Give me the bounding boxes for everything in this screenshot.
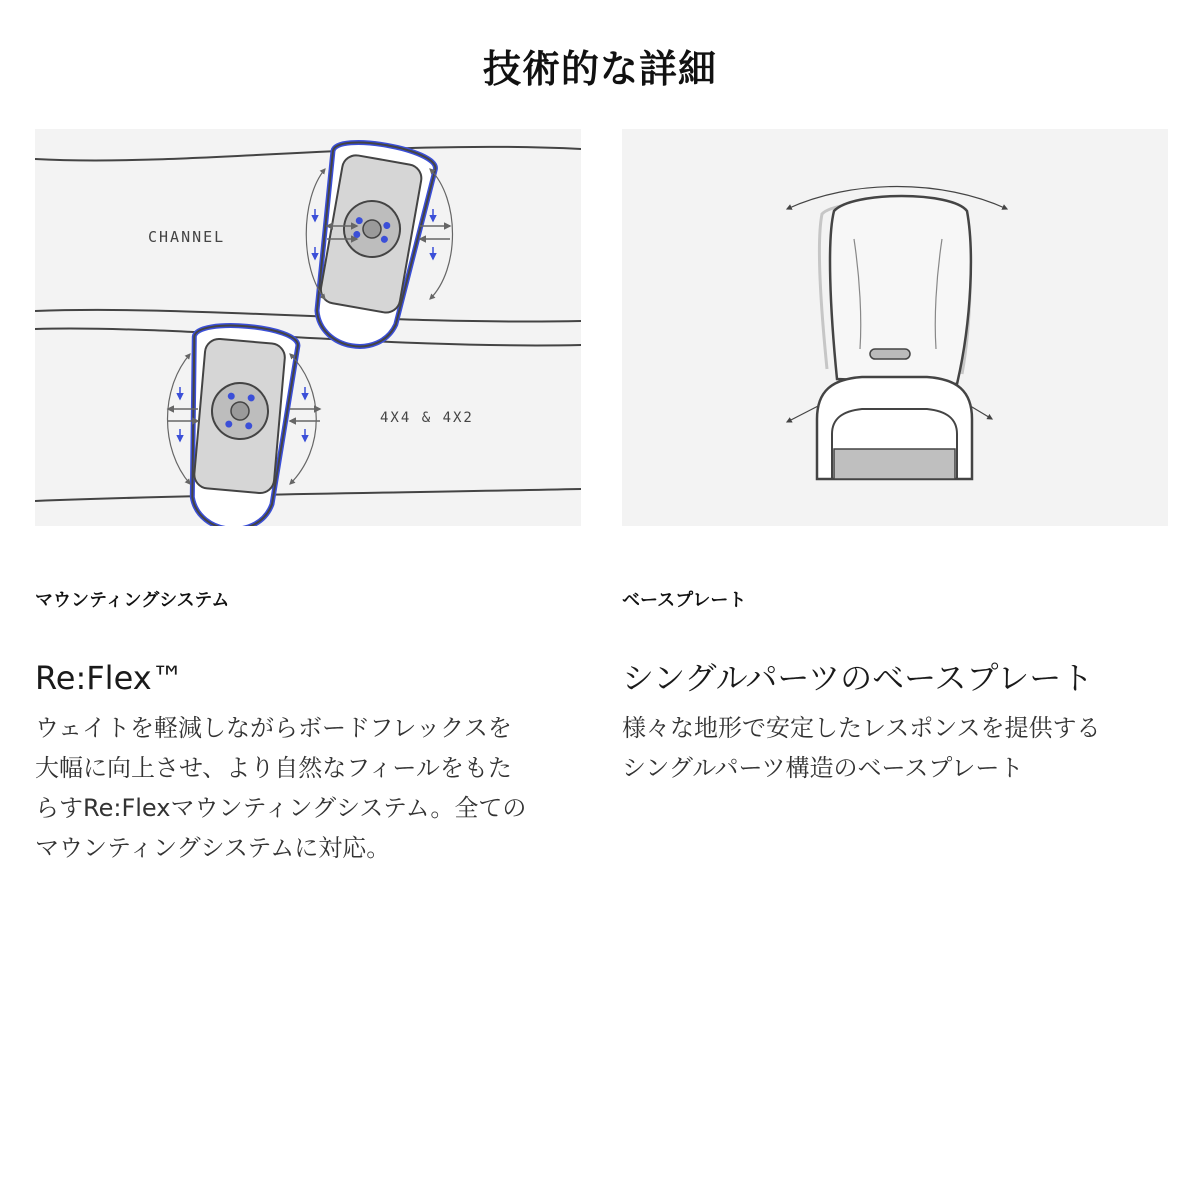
mounting-heading: Re:Flex™ bbox=[35, 659, 184, 697]
board-edge bbox=[35, 489, 581, 501]
board-edge bbox=[35, 329, 581, 346]
page-title: 技術的な詳細 bbox=[482, 47, 717, 91]
binding-top bbox=[300, 136, 438, 354]
board-edge bbox=[35, 147, 581, 161]
body-line: 様々な地形で安定したレスポンスを提供する bbox=[622, 714, 1101, 742]
label-4x4: 4X4 & 4X2 bbox=[380, 410, 474, 426]
body-line: シングルパーツ構造のベースプレート bbox=[622, 754, 1024, 782]
baseplate-section bbox=[622, 588, 1168, 788]
baseplate-heading: シングルパーツのベースプレート bbox=[622, 659, 1094, 697]
label-channel: CHANNEL bbox=[148, 228, 226, 246]
baseplate-floor bbox=[834, 449, 955, 479]
baseplate-body bbox=[622, 708, 1168, 788]
mounting-illustration bbox=[35, 129, 581, 526]
adjuster bbox=[870, 349, 910, 359]
mounting-section bbox=[35, 588, 581, 868]
body-line: マウンティングシステムに対応。 bbox=[35, 834, 391, 862]
mounting-body bbox=[35, 708, 581, 868]
baseplate-diagram bbox=[622, 129, 1168, 526]
body-line: 大幅に向上させ、より自然なフィールをもた bbox=[35, 754, 512, 782]
baseplate-illustration bbox=[622, 129, 1168, 526]
mounting-diagram bbox=[35, 129, 581, 526]
body-line: らすRe:Flexマウンティングシステム。全ての bbox=[35, 794, 527, 822]
body-line: ウェイトを軽減しながらボードフレックスを bbox=[35, 714, 512, 742]
board-edge bbox=[35, 310, 581, 322]
baseplate-eyebrow: ベースプレート bbox=[622, 590, 747, 611]
mounting-eyebrow: マウンティングシステム bbox=[35, 590, 230, 611]
